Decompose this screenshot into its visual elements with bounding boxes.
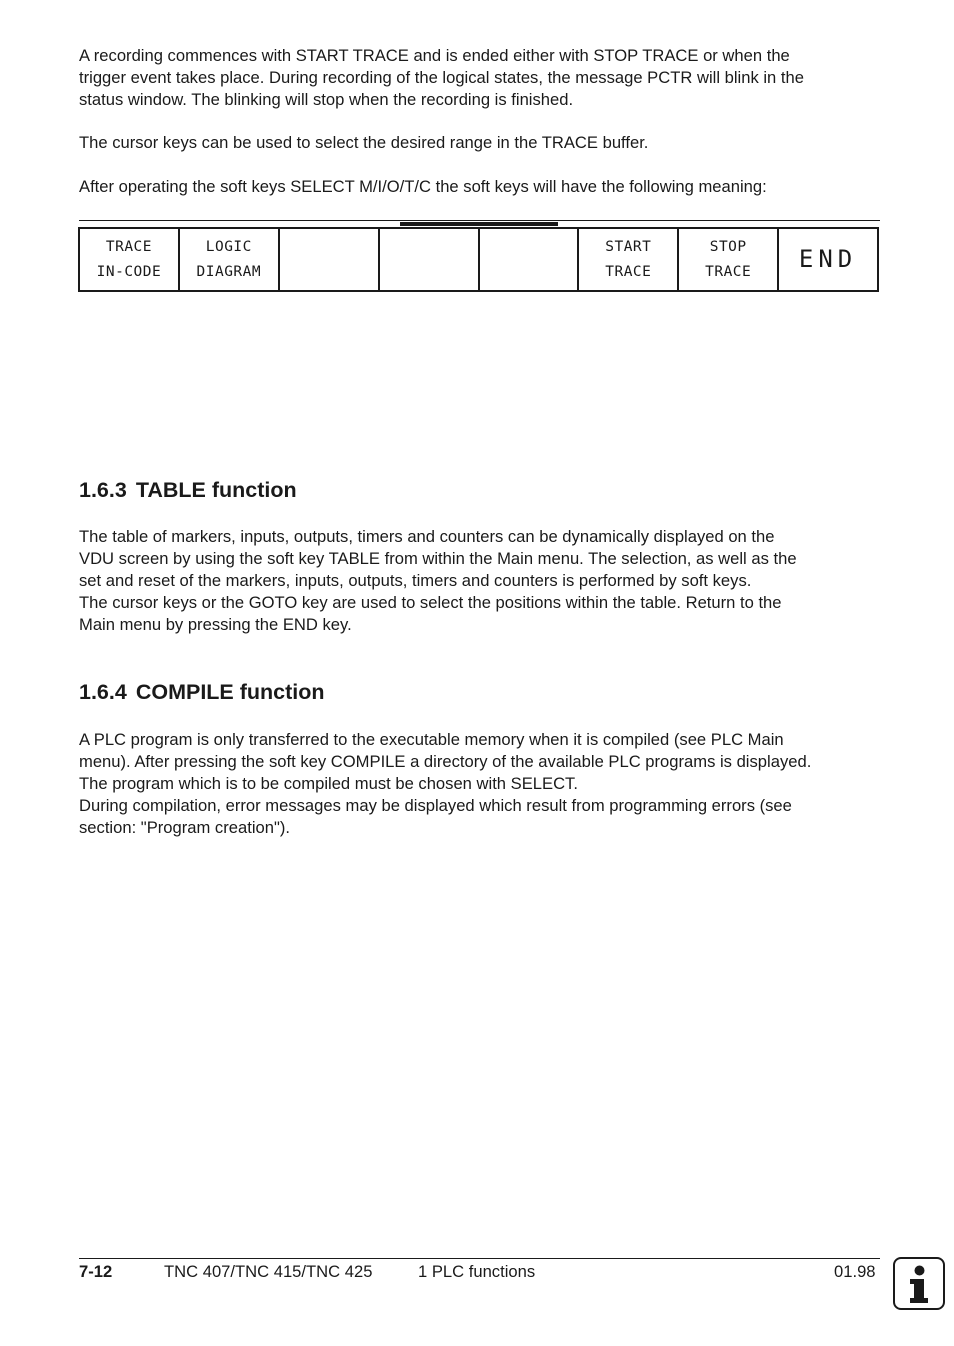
softkey-stop-trace[interactable] <box>677 229 777 290</box>
softkey-level-indicator <box>400 222 558 226</box>
intro-paragraph-2 <box>79 132 879 154</box>
softkey-label-line1: START <box>605 238 652 255</box>
section-title: TABLE function <box>135 478 297 502</box>
intro-paragraph-3 <box>79 176 879 198</box>
info-icon <box>893 1257 945 1310</box>
section-number: 1.6.4 <box>79 680 127 704</box>
text-line: The table of markers, inputs, outputs, timers and counters can be dynamically displayed on the <box>79 527 775 546</box>
softkey-empty-3[interactable] <box>278 229 378 290</box>
section-number: 1.6.3 <box>79 478 127 502</box>
text-line: A PLC program is only transferred to the executable memory when it is compiled (see PLC Main <box>79 730 784 749</box>
text-line: The cursor keys can be used to select the desired range in the TRACE buffer. <box>79 133 649 152</box>
text-line: section: "Program creation"). <box>79 818 290 837</box>
compile-function-paragraph <box>79 729 879 839</box>
text-line: The cursor keys or the GOTO key are used to select the positions within the table. Return to the <box>79 593 782 612</box>
text-line: VDU screen by using the soft key TABLE from within the Main menu. The selection, as well as the <box>79 549 797 568</box>
footer-date: 01.98 <box>834 1262 876 1281</box>
softkey-end[interactable] <box>777 229 877 290</box>
text-line: trigger event takes place. During recording of the logical states, the message PCTR will blink in the <box>79 68 804 87</box>
footer-model: TNC 407/TNC 415/TNC 425 <box>164 1262 373 1281</box>
softkey-empty-4[interactable] <box>378 229 478 290</box>
softkey-label-line2: DIAGRAM <box>196 263 262 280</box>
section-heading-table <box>79 477 297 503</box>
text-line: During compilation, error messages may be displayed which result from programming errors (see <box>79 796 792 815</box>
section-title: COMPILE function <box>135 680 325 704</box>
table-function-paragraph <box>79 526 879 636</box>
text-line: set and reset of the markers, inputs, outputs, timers and counters is performed by soft keys. <box>79 571 752 590</box>
softkey-empty-5[interactable] <box>478 229 578 290</box>
footer-chapter: 1 PLC functions <box>418 1262 536 1281</box>
section-heading-compile <box>79 679 325 705</box>
softkey-bar <box>78 227 879 292</box>
text-line: The program which is to be compiled must be chosen with SELECT. <box>79 774 578 793</box>
softkey-label-line2: IN-CODE <box>96 263 162 280</box>
softkey-bar-top-rule <box>79 220 880 221</box>
softkey-label-line1: END <box>798 245 858 273</box>
text-line: A recording commences with START TRACE and is ended either with STOP TRACE or when the <box>79 46 790 65</box>
softkey-trace-in-code[interactable] <box>80 229 178 290</box>
softkey-label-line2: TRACE <box>605 263 652 280</box>
text-line: Main menu by pressing the END key. <box>79 615 352 634</box>
softkey-label-line1: LOGIC <box>205 238 252 255</box>
footer-rule <box>79 1258 880 1259</box>
text-line: menu). After pressing the soft key COMPILE a directory of the available PLC programs is displayed. <box>79 752 812 771</box>
softkey-label-line2: TRACE <box>705 263 752 280</box>
softkey-label-line1: STOP <box>709 238 747 255</box>
intro-paragraph-1 <box>79 45 879 111</box>
softkey-label-line1: TRACE <box>105 238 153 255</box>
text-line: After operating the soft keys SELECT M/I/O/T/C the soft keys will have the following meaning: <box>79 177 767 196</box>
softkey-logic-diagram[interactable] <box>178 229 278 290</box>
footer-page-number: 7-12 <box>79 1262 113 1281</box>
softkey-start-trace[interactable] <box>577 229 677 290</box>
text-line: status window. The blinking will stop when the recording is finished. <box>79 90 574 109</box>
